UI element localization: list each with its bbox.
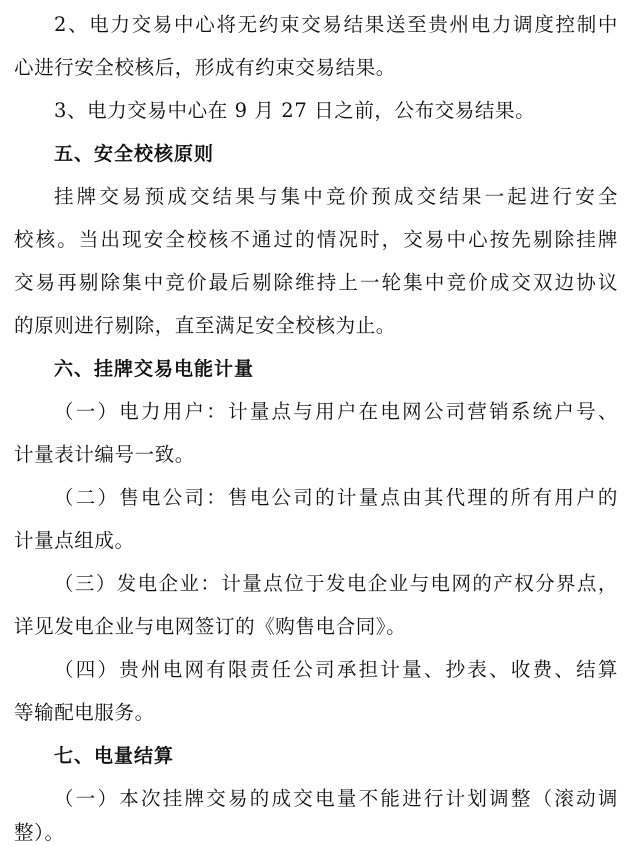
paragraph-line: 的原则进行剔除，直至满足安全校核为止。: [14, 314, 396, 337]
paragraph-line: （一）电力用户：计量点与用户在电网公司营销系统户号、: [54, 400, 618, 423]
paragraph-line: 详见发电企业与电网签订的《购售电合同》。: [14, 615, 407, 638]
paragraph-line: 挂牌交易预成交结果与集中竞价预成交结果一起进行安全: [54, 185, 618, 208]
section-heading: 五、安全校核原则: [54, 143, 215, 165]
paragraph-line: （二）售电公司：售电公司的计量点由其代理的所有用户的: [54, 486, 618, 509]
paragraph-line: 3、电力交易中心在 9 月 27 日之前，公布交易结果。: [54, 99, 536, 122]
paragraph-line: 计量点组成。: [14, 529, 135, 552]
paragraph-line: 整）。: [14, 821, 65, 844]
paragraph-line: 等输配电服务。: [14, 701, 155, 724]
paragraph-line: 交易再剔除集中竞价最后剔除维持上一轮集中竞价成交双边协议: [14, 271, 618, 294]
section-heading: 七、电量结算: [54, 745, 175, 767]
paragraph-line: （一）本次挂牌交易的成交电量不能进行计划调整（滚动调: [54, 787, 618, 810]
paragraph-line: 校核。当出现安全校核不通过的情况时，交易中心按先剔除挂牌: [14, 228, 618, 251]
paragraph-line: （四）贵州电网有限责任公司承担计量、抄表、收费、结算: [54, 658, 618, 681]
paragraph-line: 2、电力交易中心将无约束交易结果送至贵州电力调度控制中: [54, 13, 618, 36]
paragraph-line: （三）发电企业：计量点位于发电企业与电网的产权分界点，: [54, 572, 618, 595]
paragraph-line: 心进行安全校核后，形成有约束交易结果。: [14, 56, 396, 79]
section-heading: 六、挂牌交易电能计量: [54, 358, 255, 380]
paragraph-line: 计量表计编号一致。: [14, 443, 195, 466]
